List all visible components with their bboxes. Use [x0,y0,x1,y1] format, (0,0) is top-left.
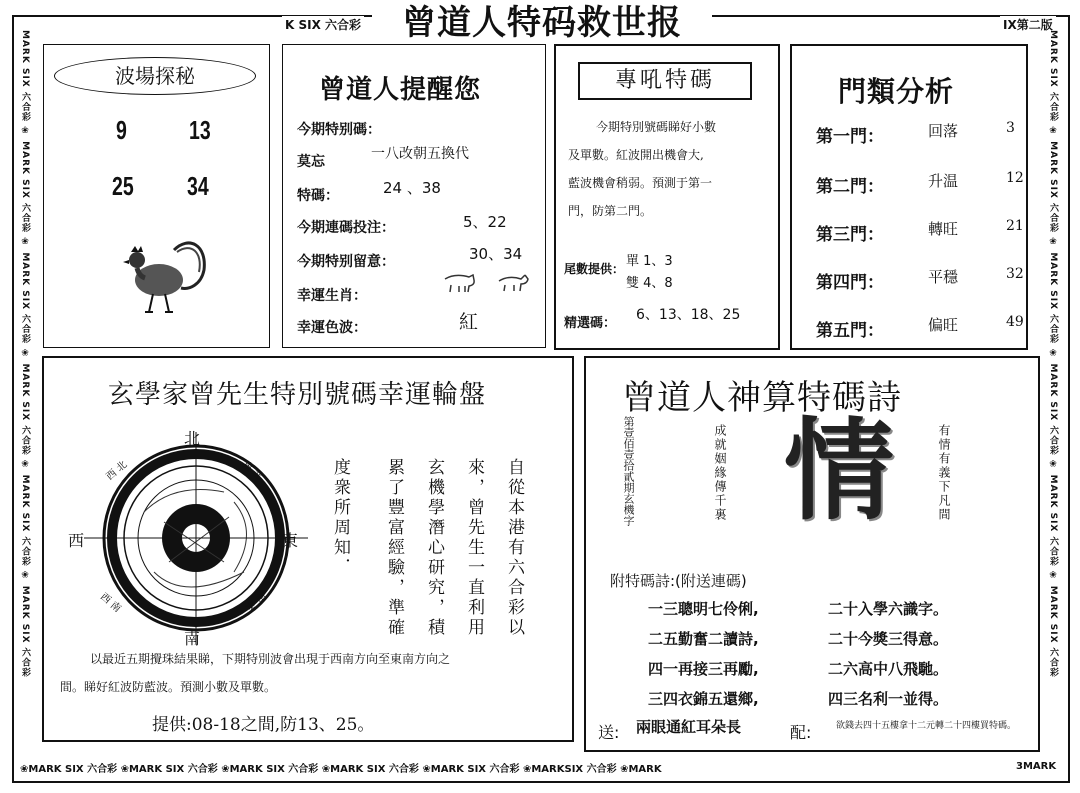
direction-northwest: 西 北 [104,459,130,483]
wheel-provide: 提供:08-18之間,防13、25。 [152,715,375,735]
poem-line-left: 一三聰明七伶俐, [648,600,759,618]
combo-value: 5、22 [463,213,507,231]
edition-label: IX第二版 [1000,16,1056,33]
gate-row-num: 21 [1006,218,1024,234]
bochang-number: 9 [116,115,127,145]
gate-row-desc: 轉旺 [928,220,959,238]
gate-row-num: 12 [1006,170,1024,186]
gate-row-num: 49 [1006,314,1024,330]
pick-value: 6、13、18、25 [636,307,741,323]
zodiac-label: 幸運生肖： [297,288,367,304]
wheel-column: 累了豐富經驗，準確 [384,458,404,638]
pair-value: 欲錢去四十五樓拿十二元轉二十四樓買特碼。 [836,721,1017,731]
send-value: 兩眼通紅耳朵長 [636,718,742,736]
code-label: 特碼： [297,188,339,204]
poem-big-character: 情 [784,407,894,535]
gate-row-label: 第三門： [816,225,884,245]
rooster-illustration [119,230,209,320]
watch-label: 今期特别留意： [297,254,395,270]
gate-row-label: 第一門： [816,127,884,147]
poem-issue: 第壹佰壹拾貳期玄機字 [622,416,635,526]
ox-icon [441,271,477,293]
special-body-line: 今期特別號碼睇好小數 [596,120,717,134]
gate-analysis-panel [790,44,1028,350]
wheel-column: 度衆所周知． [330,458,350,578]
watermark-text: MARK SIX 六合彩 [20,30,30,122]
direction-southwest: 西 南 [97,591,123,615]
combo-label: 今期連碼投注： [297,220,395,236]
gate-row-label: 第二門： [816,177,884,197]
dont-forget-label: 莫忘 [297,154,325,170]
gate-analysis-title: 門類分析 [838,75,955,108]
wheel-column: 來，曾先生一直利用 [464,458,484,638]
direction-southeast: 東 南 [244,591,270,615]
gate-row-desc: 升温 [928,172,959,190]
poem-panel [584,356,1040,752]
direction-south: 南 [184,629,201,648]
direction-west: 西 [68,531,85,550]
bottom-strip-end: 3MARK [1016,761,1057,772]
tail-digit-label: 尾數提供： [564,262,625,276]
reminder-title: 曾道人提醒您 [319,75,482,105]
header-left-label: K SIX 六合彩 [282,16,364,33]
color-value: 紅 [459,311,479,333]
wheel-result-line: 間。睇好紅波防藍波。預測小數及單數。 [60,680,277,694]
direction-east: 東 [282,531,299,550]
gate-row-num: 32 [1006,266,1024,282]
left-watermark-strip: MARK SIX 六合彩 ❀ MARK SIX 六合彩 ❀ MARK SIX 六合彩 ❀ MARK SIX 六合彩 ❀ MARK SIX 六合彩 ❀ MARK SIX 六合彩 [20,30,30,678]
gate-row-desc: 回落 [928,122,959,140]
poem-column: 成就姻緣傳千裏 [713,424,727,522]
poem-attach-label: 附特碼詩:(附送連碼) [610,572,747,590]
watch-value: 30、34 [469,245,523,263]
wheel-column: 玄機學潛心研究，積 [424,458,444,638]
bochang-title: 波場探秘 [54,57,256,95]
code-value: 24 、38 [383,179,441,197]
direction-north: 北 [184,429,201,448]
poem-column: 有情有義下凡間 [937,424,951,522]
reminder-panel [282,44,546,348]
tail-double: 雙 4、8 [626,276,673,291]
wheel-title: 玄學家曾先生特別號碼幸運輪盤 [108,380,487,410]
poem-line-right: 二六高中八飛馳。 [828,660,949,678]
special-code-panel [554,44,780,350]
special-code-label: 今期特别碼： [297,122,381,138]
bochang-panel [43,44,270,348]
gate-row-desc: 平穩 [928,268,959,286]
gate-row-desc: 偏旺 [928,316,959,334]
wheel-column: 自從本港有六合彩以 [504,458,524,638]
poem-title: 曾道人神算特碼詩 [622,378,902,418]
wheel-result-line: 以最近五期攪珠結果睇，下期特別波會出現于西南方向至東南方向之 [90,652,451,666]
color-label: 幸運色波： [297,320,367,336]
bochang-number: 34 [187,171,209,201]
bottom-watermark-strip: ❀MARK SIX 六合彩 ❀MARK SIX 六合彩 ❀MARK SIX 六合彩 ❀MARK SIX 六合彩 ❀MARK SIX 六合彩 ❀MARKSIX 六合彩 ❀MARK [20,764,662,775]
pair-label: 配: [790,723,812,742]
special-body-line: 及單數。紅波開出機會大, [568,148,704,162]
send-label: 送: [598,723,620,742]
bochang-number: 25 [112,171,134,201]
dont-forget-value: 一八改朝五換代 [371,146,469,162]
poem-line-right: 二十今獎三得意。 [828,630,949,648]
goat-icon [495,271,531,293]
gate-row-label: 第四門： [816,273,884,293]
right-watermark-strip: MARK SIX 六合彩 ❀ MARK SIX 六合彩 ❀ MARK SIX 六合彩 ❀ MARK SIX 六合彩 ❀ MARK SIX 六合彩 ❀ MARK SIX 六合彩 [1048,30,1058,678]
direction-northeast: 東 北 [239,459,265,483]
gate-row-label: 第五門： [816,321,884,341]
poem-line-right: 四三名利一並得。 [828,690,949,708]
special-body-line: 門，防第二門。 [568,204,653,218]
bochang-number: 13 [189,115,211,145]
poem-line-left: 三四衣錦五還鄉, [648,690,759,708]
special-code-title: 專吼特碼 [578,62,752,100]
poem-line-left: 二五勤奮二讀詩, [648,630,759,648]
page-title: 曾道人特码救世报 [372,2,712,42]
gate-row-num: 3 [1006,120,1015,136]
lucky-wheel-panel [42,356,574,742]
tail-single: 單 1、3 [626,254,673,269]
poem-line-right: 二十入學六識字。 [828,600,949,618]
pick-label: 精選碼： [564,316,617,331]
special-body-line: 藍波機會稍弱。預測于第一 [568,176,713,190]
poem-line-left: 四一再接三再勵, [648,660,759,678]
